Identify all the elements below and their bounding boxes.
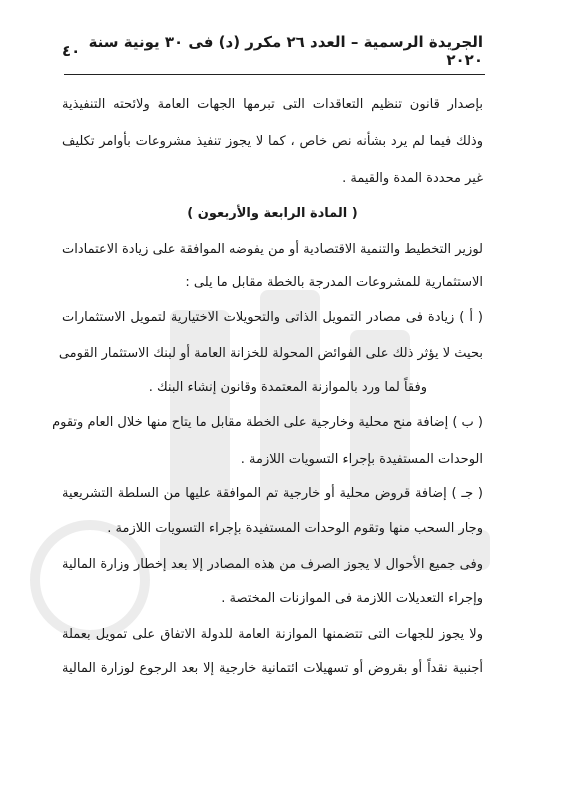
text-line: وجار السحب منها وتقوم الوحدات المستفيدة بإجراء التسويات اللازمة . — [107, 521, 483, 536]
article-heading: ( المادة الرابعة والأربعون ) — [187, 206, 358, 221]
page-header — [62, 33, 483, 69]
text-line: وإجراء التعديلات اللازمة فى الموازنات المختصة . — [221, 591, 483, 606]
header-divider — [64, 74, 485, 75]
text-line: ولا يجوز للجهات التى تتضمنها الموازنة العامة للدولة الاتفاق على تمويل بعملة — [62, 627, 483, 642]
text-line: ( أ ) زيادة فى مصادر التمويل الذاتى والتحويلات الاختيارية لتمويل الاستثمارات — [62, 310, 483, 325]
text-line: الوحدات المستفيدة بإجراء التسويات اللازمة . — [240, 452, 483, 467]
text-line: لوزير التخطيط والتنمية الاقتصادية أو من يفوضه الموافقة على زيادة الاعتمادات — [62, 242, 483, 257]
page-number: ٤٠ — [62, 42, 81, 60]
text-line: وفقاً لما ورد بالموازنة المعتمدة وقانون إنشاء البنك . — [148, 380, 427, 395]
text-line: وذلك فيما لم يرد بشأنه نص خاص ، كما لا يجوز تنفيذ مشروعات بأوامر تكليف — [62, 134, 483, 149]
text-line: بحيث لا يؤثر ذلك على الفوائض المحولة للخزانة العامة أو لبنك الاستثمار القومى — [58, 346, 483, 361]
text-line: غير محددة المدة والقيمة . — [342, 171, 483, 186]
text-line: بإصدار قانون تنظيم التعاقدات التى تبرمها الجهات العامة ولائحته التنفيذية — [62, 97, 483, 112]
text-line: أجنبية نقداً أو بقروض أو تسهيلات ائتمانية خارجية إلا بعد الرجوع لوزارة المالية — [62, 661, 483, 676]
text-line: الاستثمارية للمشروعات المدرجة بالخطة مقابل ما يلى : — [185, 275, 483, 290]
text-line: ( ب ) إضافة منح محلية وخارجية على الخطة مقابل ما يتاح منها خلال العام وتقوم — [52, 415, 483, 430]
text-line: وفى جميع الأحوال لا يجوز الصرف من هذه المصادر إلا بعد إخطار وزارة المالية — [62, 557, 483, 572]
header-title: الجريدة الرسمية – العدد ٢٦ مكرر (د) فى ٣٠ يونية سنة ٢٠٢٠ — [88, 33, 483, 69]
text-line: ( جـ ) إضافة قروض محلية أو خارجية تم الموافقة عليها من السلطة التشريعية — [62, 486, 483, 501]
